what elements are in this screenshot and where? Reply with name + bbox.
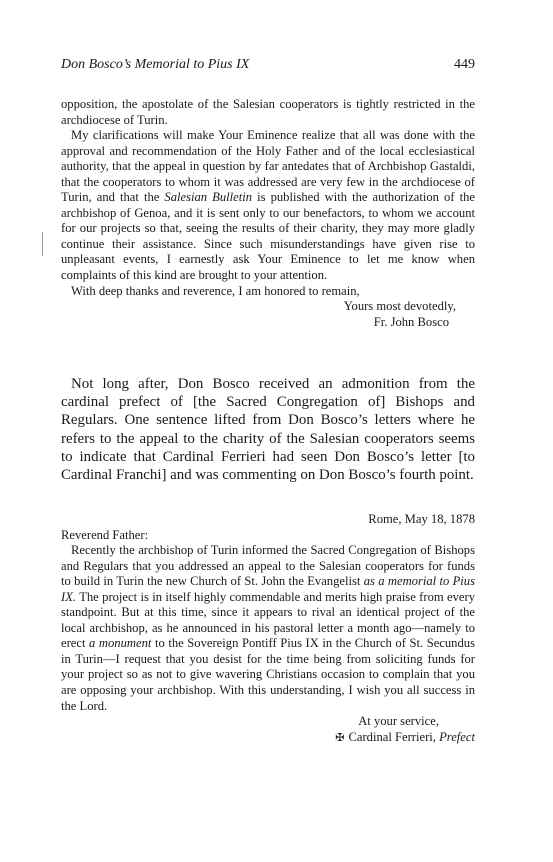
letter1-paragraph-2-text-b: is published with the authorization of the archbishop of Genoa, and it is sent only to our benefactors, to whom we account for our projects so that, seeing the results of their charity, they may more gladly continue their assistance. Since such misunderstandings have given rise to unpleasant events, I earnestly ask Your Eminence to let me know when complaints of this kind are brought to your attention.	[61, 190, 475, 283]
margin-mark	[42, 232, 43, 256]
letter1-paragraph-3: With deep thanks and reverence, I am honored to remain,	[71, 283, 360, 298]
letter1-signature: Fr. John Bosco	[373, 314, 449, 329]
letter2-body-text-a: Recently the archbishop of Turin informed the Sacred Congregation of Bishops and Regulars that you addressed an appeal to the Salesian cooperators for funds to build in Turin the new Church of St. John the Evangelist	[61, 543, 475, 589]
letter-from-cardinal-ferrieri	[61, 512, 475, 746]
letter2-dateline: Rome, May 18, 1878	[368, 512, 475, 526]
letter1-paragraph-1: opposition, the apostolate of the Salesian cooperators is tightly restricted in the archdiocese of Turin.	[61, 97, 475, 127]
running-title: Don Bosco’s Memorial to Pius IX	[61, 57, 250, 72]
letter2-salutation: Reverend Father:	[61, 527, 149, 542]
letter-to-cardinal-franchi-continued	[61, 97, 475, 330]
letter1-paragraph-2	[61, 128, 475, 283]
letter2-closing: At your service,	[358, 714, 439, 729]
letter1-paragraph-2-text-a: My clarifications will make Your Eminence realize that all was done with the approval and recommendation of the Holy Father and of the local ecclesiastical authority, that the appeal in question by far antedates that of Archbishop Gastaldi, that the cooperators to whom it was addressed are very few in the archdiocese of Turin, and that the	[61, 128, 475, 205]
page-number: 449	[454, 57, 475, 72]
letter2-body-italic-b: a monument	[89, 636, 152, 651]
letter1-signoff-line-1: Yours most devotedly,	[343, 299, 456, 314]
cross-icon: ✠	[335, 731, 345, 744]
letter2-signature-name: Cardinal Ferrieri,	[348, 729, 436, 744]
narrative-paragraph: Not long after, Don Bosco received an admonition from the cardinal prefect of [the Sacred Congregation of] Bishops and Regulars. One sentence lifted from Don Bosco’s letters where he refers to the appeal to the charity of the Salesian cooperators seems to indicate that Cardinal Ferrieri had seen Don Bosco’s letter [to Cardinal Franchi] and was commenting on Don Bosco’s fourth point.	[61, 376, 475, 484]
letter2-body-text-c: to the Sovereign Pontiff Pius IX in the Church of St. Secundus in Turin—I request that you desist for the time being from soliciting funds for your project so as not to give wavering Christians occasion to complain that you are opposing your archbishop. With this understanding, I wish you all success in the Lord.	[61, 636, 475, 713]
letter2-body-text-b: The project is in itself highly commendable and merits high praise from every standpoint. But at this time, since it appears to rival an identical project of the local archbishop, as he announced in his pastoral letter a month ago—namely to erect	[61, 589, 475, 651]
salesian-bulletin-title: Salesian Bulletin	[164, 190, 253, 205]
letter2-signature-line	[61, 730, 475, 747]
letter2-signature-title: Prefect	[439, 729, 475, 744]
running-header	[61, 57, 475, 73]
letter2-body-italic-a: as a memorial to Pius IX.	[61, 574, 476, 604]
letter2-body	[61, 543, 475, 714]
